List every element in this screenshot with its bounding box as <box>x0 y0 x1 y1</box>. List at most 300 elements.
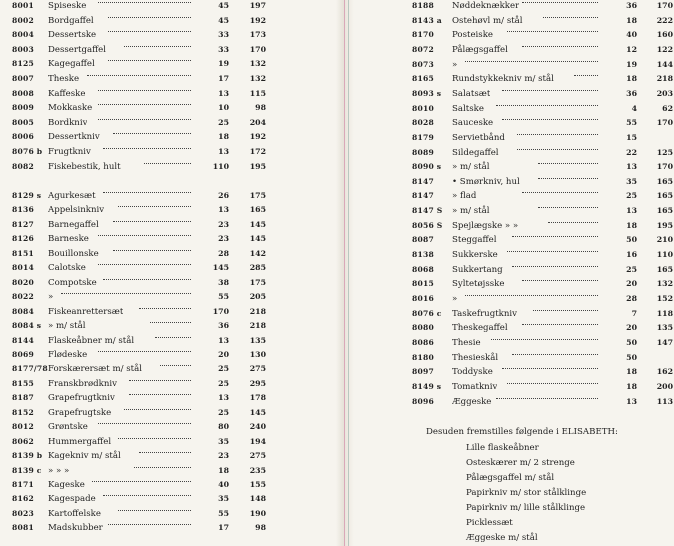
list-item <box>0 117 336 129</box>
item-weight: 20 <box>218 349 229 359</box>
item-name: Frugtkniv <box>48 147 91 157</box>
leader-dots <box>87 73 191 76</box>
item-name: Kartoffelske <box>48 508 101 519</box>
list-item <box>354 249 674 261</box>
item-weight: 55 <box>218 508 229 518</box>
item-weight: 23 <box>218 234 229 244</box>
list-item <box>0 161 336 173</box>
item-price: 218 <box>249 321 266 331</box>
item-weight: 145 <box>212 263 229 273</box>
item-code: 8010 <box>412 103 434 113</box>
item-weight: 25 <box>626 264 637 274</box>
list-item <box>354 352 674 364</box>
leader-dots <box>98 233 191 236</box>
item-weight: 35 <box>218 494 229 504</box>
list-item <box>0 262 336 274</box>
item-code: 8089 <box>412 147 434 157</box>
item-weight: 13 <box>626 206 637 216</box>
leader-dots <box>108 522 191 525</box>
list-item <box>0 465 336 477</box>
item-code: 8022 <box>12 292 34 302</box>
item-code: 8127 <box>12 219 34 229</box>
list-item <box>0 320 336 332</box>
item-name: Fiskebestik, hult <box>48 161 121 172</box>
item-code: 8188 <box>412 1 434 10</box>
item-code: 8097 <box>412 367 434 377</box>
list-item <box>354 176 674 188</box>
list-item <box>0 73 336 85</box>
list-item <box>354 190 674 202</box>
item-price: 275 <box>249 451 266 461</box>
leader-dots <box>98 0 191 3</box>
list-item <box>0 306 336 318</box>
list-item <box>0 436 336 448</box>
item-weight: 10 <box>218 103 229 113</box>
item-code: 8144 <box>12 335 34 345</box>
item-code: 8076 c <box>412 308 442 318</box>
item-name: Pålægsgaffel <box>452 44 508 55</box>
item-name: Rundstykkekniv m/ stål <box>452 74 554 85</box>
item-price: 135 <box>249 335 266 345</box>
item-weight: 18 <box>218 132 229 142</box>
item-name: • Smørkniv, hul <box>452 176 520 187</box>
item-weight: 17 <box>218 523 229 533</box>
item-price: 170 <box>656 1 673 10</box>
leader-dots <box>129 392 191 395</box>
item-weight: 50 <box>626 337 637 347</box>
list-item <box>354 59 674 71</box>
list-item <box>0 248 336 260</box>
item-code: 8179 <box>412 132 434 142</box>
item-code: 8090 s <box>412 162 442 172</box>
item-code: 8084 s <box>12 321 42 331</box>
item-name: Æggeske <box>452 396 492 407</box>
item-name: Kagespade <box>48 494 96 505</box>
item-code: 8009 <box>12 103 34 113</box>
item-weight: 13 <box>626 162 637 172</box>
leader-dots <box>113 219 191 222</box>
list-item <box>354 293 674 305</box>
leader-dots <box>98 349 191 352</box>
list-item <box>354 0 674 12</box>
item-name: Kagegaffel <box>48 59 95 70</box>
list-item <box>0 291 336 303</box>
leader-dots <box>118 204 191 207</box>
item-name: Grapefrugtkniv <box>48 393 115 404</box>
item-weight: 28 <box>218 248 229 258</box>
item-price: 152 <box>656 294 673 303</box>
list-item <box>0 233 336 245</box>
item-weight: 40 <box>218 480 229 489</box>
item-name: Fiskeanrettersæt <box>48 306 124 317</box>
leader-dots <box>502 117 598 120</box>
item-name: Forskærersæt m/ stål <box>48 364 142 375</box>
item-price: 218 <box>656 74 673 84</box>
item-code: 8152 <box>12 407 34 417</box>
item-price: 148 <box>249 494 266 504</box>
item-price: 178 <box>249 393 266 403</box>
item-weight: 19 <box>626 59 637 69</box>
item-weight: 13 <box>218 205 229 215</box>
item-code: 8081 <box>12 523 34 533</box>
note-item: Papirkniv m/ lille stålklinge <box>466 503 586 513</box>
leader-dots <box>98 102 191 105</box>
item-code: 8165 <box>412 74 434 84</box>
item-name: Nøddeknækker <box>452 1 520 11</box>
item-code: 8136 <box>12 205 34 215</box>
list-item <box>354 103 674 115</box>
list-item <box>0 407 336 419</box>
item-name: Theske <box>48 74 80 84</box>
leader-dots <box>522 322 598 325</box>
list-item <box>0 349 336 361</box>
leader-dots <box>113 131 191 134</box>
item-code: 8062 <box>12 436 34 446</box>
list-item <box>354 396 674 408</box>
leader-dots <box>522 44 598 47</box>
list-item <box>0 44 336 56</box>
item-weight: 25 <box>218 407 229 417</box>
item-name: Kaffeske <box>48 88 86 99</box>
item-name: Calotske <box>48 263 86 274</box>
list-item <box>354 264 674 276</box>
item-name: Flaskeåbner m/ stål <box>48 335 135 346</box>
item-name: Dessertske <box>48 30 97 41</box>
item-code: 8096 <box>412 396 434 406</box>
item-code: 8170 <box>412 30 434 40</box>
leader-dots <box>139 450 191 453</box>
list-item <box>354 278 674 290</box>
item-weight: 33 <box>218 44 229 54</box>
item-code: 8023 <box>12 508 34 518</box>
item-code: 8080 <box>412 323 434 333</box>
leader-dots <box>134 465 191 468</box>
leader-dots <box>507 381 598 384</box>
item-weight: 18 <box>626 381 637 391</box>
item-weight: 28 <box>626 294 637 303</box>
leader-dots <box>103 146 191 149</box>
list-item <box>0 219 336 231</box>
item-price: 165 <box>656 191 673 201</box>
item-price: 125 <box>656 147 673 157</box>
item-weight: 40 <box>626 30 637 40</box>
list-item <box>0 204 336 216</box>
leader-dots <box>512 234 598 237</box>
item-price: 285 <box>249 263 266 273</box>
item-name: Franskbrødkniv <box>48 378 117 389</box>
item-weight: 36 <box>218 321 229 331</box>
item-price: 197 <box>249 1 266 10</box>
item-name: Tomatkniv <box>452 381 498 392</box>
item-name: Sildegaffel <box>452 147 499 158</box>
item-price: 118 <box>656 308 673 318</box>
item-name: Sukkerske <box>452 250 498 261</box>
item-price: 240 <box>249 422 266 432</box>
item-weight: 18 <box>626 15 637 25</box>
item-weight: 25 <box>218 378 229 388</box>
leader-dots <box>517 147 598 150</box>
list-item <box>354 132 674 144</box>
item-code: 8076 b <box>12 147 43 156</box>
leader-dots <box>113 248 191 251</box>
item-name: » flad <box>452 191 477 202</box>
item-name: Saltske <box>452 103 484 114</box>
item-weight: 35 <box>218 436 229 446</box>
item-weight: 13 <box>218 393 229 403</box>
item-price: 145 <box>249 407 266 417</box>
item-price: 165 <box>656 176 673 186</box>
item-name: » <box>452 59 458 70</box>
leader-dots <box>496 396 598 399</box>
item-code: 8151 <box>12 248 34 258</box>
list-item <box>354 381 674 393</box>
item-weight: 25 <box>218 364 229 374</box>
item-name: Bordgaffel <box>48 15 94 26</box>
item-code: 8180 <box>412 352 434 362</box>
item-name: Hummergaffel <box>48 436 112 447</box>
item-name: Theskegaffel <box>452 323 508 334</box>
item-price: 160 <box>656 30 673 40</box>
leader-dots <box>103 277 191 280</box>
item-code: 8008 <box>12 88 34 98</box>
leader-dots <box>92 479 191 482</box>
item-code: 8072 <box>412 44 434 54</box>
item-price: 172 <box>249 147 266 156</box>
item-code: 8143 a <box>412 15 442 25</box>
item-name: Syltetøjsske <box>452 279 505 290</box>
leader-dots <box>512 352 598 355</box>
item-price: 145 <box>249 219 266 229</box>
leader-dots <box>507 249 598 252</box>
item-weight: 18 <box>626 220 637 230</box>
item-name: » m/ stål <box>452 206 490 217</box>
item-price: 175 <box>249 277 266 287</box>
item-weight: 110 <box>212 161 229 171</box>
note-item: Lille flaskeåbner <box>466 443 539 453</box>
item-price: 135 <box>656 323 673 333</box>
item-code: 8086 <box>412 337 434 347</box>
item-code: 8006 <box>12 132 34 142</box>
item-price: 130 <box>249 349 266 359</box>
item-code: 8171 <box>12 480 34 489</box>
item-price: 203 <box>656 88 673 98</box>
item-name: » m/ stål <box>48 321 86 332</box>
item-code: 8125 <box>12 59 34 69</box>
leader-dots <box>108 15 191 18</box>
item-name: Posteiske <box>452 30 494 41</box>
item-name: Thesie <box>452 337 481 348</box>
item-name: Barneske <box>48 234 89 245</box>
item-price: 142 <box>249 248 266 258</box>
leader-dots <box>108 58 191 61</box>
list-item <box>354 234 674 246</box>
item-weight: 17 <box>218 74 229 83</box>
item-price: 165 <box>656 264 673 274</box>
item-price: 175 <box>249 191 266 200</box>
item-price: 132 <box>249 59 266 69</box>
list-item <box>354 161 674 173</box>
item-weight: 12 <box>626 44 637 54</box>
leader-dots <box>538 205 598 208</box>
leader-dots <box>465 293 598 296</box>
item-name: Madskubber <box>48 523 103 534</box>
list-item <box>354 308 674 320</box>
item-weight: 36 <box>626 88 637 98</box>
item-weight: 45 <box>218 15 229 25</box>
item-name: Toddyske <box>452 367 493 378</box>
item-weight: 33 <box>218 30 229 40</box>
item-code: 8014 <box>12 263 34 273</box>
item-code: 8028 <box>412 118 434 128</box>
leader-dots <box>108 29 191 32</box>
item-name: » <box>452 294 458 304</box>
note-item: Osteskærer m/ 2 strenge <box>466 458 575 468</box>
list-item <box>354 44 674 56</box>
item-code: 8147 <box>412 176 434 186</box>
item-code: 8162 <box>12 494 34 504</box>
item-name: Bordkniv <box>48 117 88 128</box>
leader-dots <box>512 264 598 267</box>
item-name: Dessertgaffel <box>48 44 107 55</box>
list-item <box>354 220 674 232</box>
item-price: 170 <box>249 44 266 54</box>
item-name: Dessertkniv <box>48 132 100 143</box>
list-item <box>0 335 336 347</box>
item-weight: 20 <box>626 279 637 289</box>
item-name: Spiseske <box>48 1 87 11</box>
item-code: 8187 <box>12 393 34 403</box>
list-item <box>354 88 674 100</box>
item-name: Servietbånd <box>452 132 505 143</box>
list-item <box>0 378 336 390</box>
item-code: 8003 <box>12 44 34 54</box>
item-price: 155 <box>249 480 266 489</box>
item-code: 8069 <box>12 349 34 359</box>
item-weight: 15 <box>626 132 637 142</box>
right-page <box>354 0 674 546</box>
item-name: » <box>48 292 54 303</box>
note-item: Papirkniv m/ stor stålklinge <box>466 488 587 498</box>
item-code: 8016 <box>412 294 434 303</box>
item-code: 8005 <box>12 117 34 127</box>
item-price: 190 <box>249 508 266 518</box>
item-name: Sauceske <box>452 118 494 129</box>
item-price: 235 <box>249 465 266 475</box>
item-weight: 18 <box>626 367 637 377</box>
item-weight: 18 <box>218 465 229 475</box>
gutter-line <box>344 0 345 546</box>
list-item <box>0 363 336 375</box>
item-price: 62 <box>662 103 673 113</box>
item-price: 98 <box>255 103 266 113</box>
item-weight: 13 <box>218 147 229 156</box>
item-name: Barnegaffel <box>48 219 99 230</box>
item-weight: 36 <box>626 1 637 10</box>
item-name: Thesieskål <box>452 352 499 363</box>
list-item <box>0 493 336 505</box>
item-code: 8129 s <box>12 191 42 200</box>
item-price: 200 <box>656 381 673 391</box>
list-item <box>0 522 336 534</box>
item-weight: 26 <box>218 191 229 200</box>
item-weight: 13 <box>218 335 229 345</box>
item-name: » m/ stål <box>452 162 490 173</box>
item-price: 147 <box>656 337 673 347</box>
leader-dots <box>522 278 598 281</box>
item-code: 8126 <box>12 234 34 244</box>
item-code: 8147 <box>412 191 434 201</box>
item-weight: 7 <box>631 308 637 318</box>
leader-dots <box>150 320 191 323</box>
item-code: 8139 c <box>12 465 42 475</box>
item-weight: 45 <box>218 1 229 10</box>
item-name: Kagekniv m/ stål <box>48 451 121 462</box>
item-code: 8056 S <box>412 220 443 230</box>
leader-dots <box>98 117 191 120</box>
list-item <box>0 392 336 404</box>
item-code: 8149 s <box>412 381 442 391</box>
leader-dots <box>118 436 191 439</box>
leader-dots <box>118 508 191 511</box>
list-item <box>0 0 336 12</box>
item-price: 165 <box>249 205 266 215</box>
item-price: 145 <box>249 234 266 244</box>
item-code: 8015 <box>412 279 434 289</box>
item-weight: 55 <box>218 292 229 302</box>
item-weight: 4 <box>631 103 637 113</box>
list-item <box>0 450 336 462</box>
item-weight: 13 <box>626 396 637 406</box>
item-code: 8004 <box>12 30 34 40</box>
item-weight: 19 <box>218 59 229 69</box>
item-code: 8139 b <box>12 451 43 461</box>
item-price: 170 <box>656 162 673 172</box>
leader-dots <box>496 103 598 106</box>
item-code: 8138 <box>412 250 434 260</box>
list-item <box>0 88 336 100</box>
list-item <box>0 479 336 491</box>
leader-dots <box>124 44 191 47</box>
item-code: 8147 S <box>412 206 443 216</box>
list-item <box>0 277 336 289</box>
item-weight: 55 <box>626 118 637 128</box>
item-code: 8177/78 <box>12 364 48 374</box>
item-weight: 16 <box>626 250 637 260</box>
item-weight: 35 <box>626 176 637 186</box>
leader-dots <box>465 59 598 62</box>
leader-dots <box>61 291 191 294</box>
leader-dots <box>129 378 191 381</box>
leader-dots <box>543 15 598 18</box>
item-name: Compotske <box>48 277 97 288</box>
leader-dots <box>98 88 191 91</box>
item-price: 222 <box>656 15 673 25</box>
item-weight: 22 <box>626 147 637 157</box>
list-item <box>354 15 674 27</box>
item-name: Spejlægske » » <box>452 220 519 231</box>
gutter-line <box>348 0 349 546</box>
list-item <box>0 29 336 41</box>
item-weight: 13 <box>218 88 229 98</box>
leader-dots <box>160 363 191 366</box>
item-code: 8002 <box>12 15 34 25</box>
item-name: Grapefrugtske <box>48 407 112 418</box>
leader-dots <box>98 421 191 424</box>
item-price: 192 <box>249 132 266 142</box>
note-item: Pålægsgaffel m/ stål <box>466 473 555 483</box>
item-price: 110 <box>656 250 673 260</box>
item-name: » » » <box>48 465 70 476</box>
